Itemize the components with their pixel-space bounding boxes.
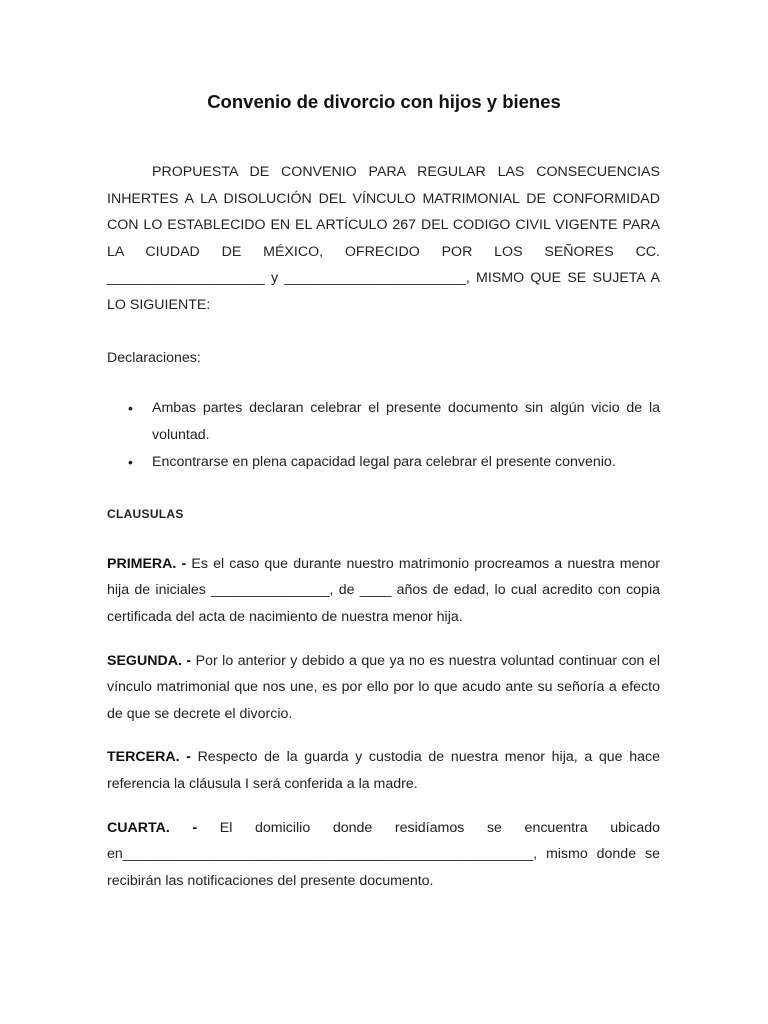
clause-text: Respecto de la guarda y custodia de nuestra menor hija, a que hace referencia la cláusula I será conferida a la madre. xyxy=(107,749,660,792)
clause-label: PRIMERA. - xyxy=(107,555,187,572)
clause-text: Es el caso que durante nuestro matrimonio procreamos a nuestra menor hija de iniciales _______________, de ____ años de edad, lo cual acredito con copia certificada del acta de nacimiento de nuestra menor hija. xyxy=(107,555,660,625)
clause-label: CUARTA. - xyxy=(107,819,198,836)
clause-label: TERCERA. - xyxy=(107,749,191,766)
clauses-heading: CLAUSULAS xyxy=(107,507,184,522)
document-title: Convenio de divorcio con hijos y bienes xyxy=(207,91,561,112)
clause-cuarta xyxy=(107,815,660,895)
clause-text: El domicilio donde residíamos se encuentra ubicado en____________________________________________________, mismo donde se recibirán las notificaciones del presente documento. xyxy=(107,819,660,889)
clause-tercera xyxy=(107,744,660,797)
list-item: • Ambas partes declaran celebrar el presente documento sin algún vicio de la voluntad. xyxy=(152,395,660,449)
clause-label: SEGUNDA. - xyxy=(107,652,192,669)
clause-segunda xyxy=(107,648,660,728)
clause-text: Por lo anterior y debido a que ya no es nuestra voluntad continuar con el vínculo matrimonial que nos une, es por ello por lo que acudo ante su señoría a efecto de que se decrete el divorcio. xyxy=(107,652,660,722)
clause-primera xyxy=(107,551,660,631)
document-body xyxy=(107,159,660,894)
list-item: • Encontrarse en plena capacidad legal para celebrar el presente convenio. xyxy=(152,449,660,476)
intro-paragraph: PROPUESTA DE CONVENIO PARA REGULAR LAS CONSECUENCIAS INHERTES A LA DISOLUCIÓN DEL VÍNCULO MATRIMONIAL DE CONFORMIDAD CON LO ESTABLECIDO EN EL ARTÍCULO 267 DEL CODIGO CIVIL VIGENTE PARA LA CIUDAD DE MÉXICO, OFRECIDO POR LOS SEÑORES CC. ____________________ y _______________________, MISMO QUE SE SUJETA A LO SIGUIENTE: xyxy=(107,164,660,313)
declarations-list xyxy=(107,395,660,476)
declarations-heading: Declaraciones: xyxy=(107,349,201,366)
